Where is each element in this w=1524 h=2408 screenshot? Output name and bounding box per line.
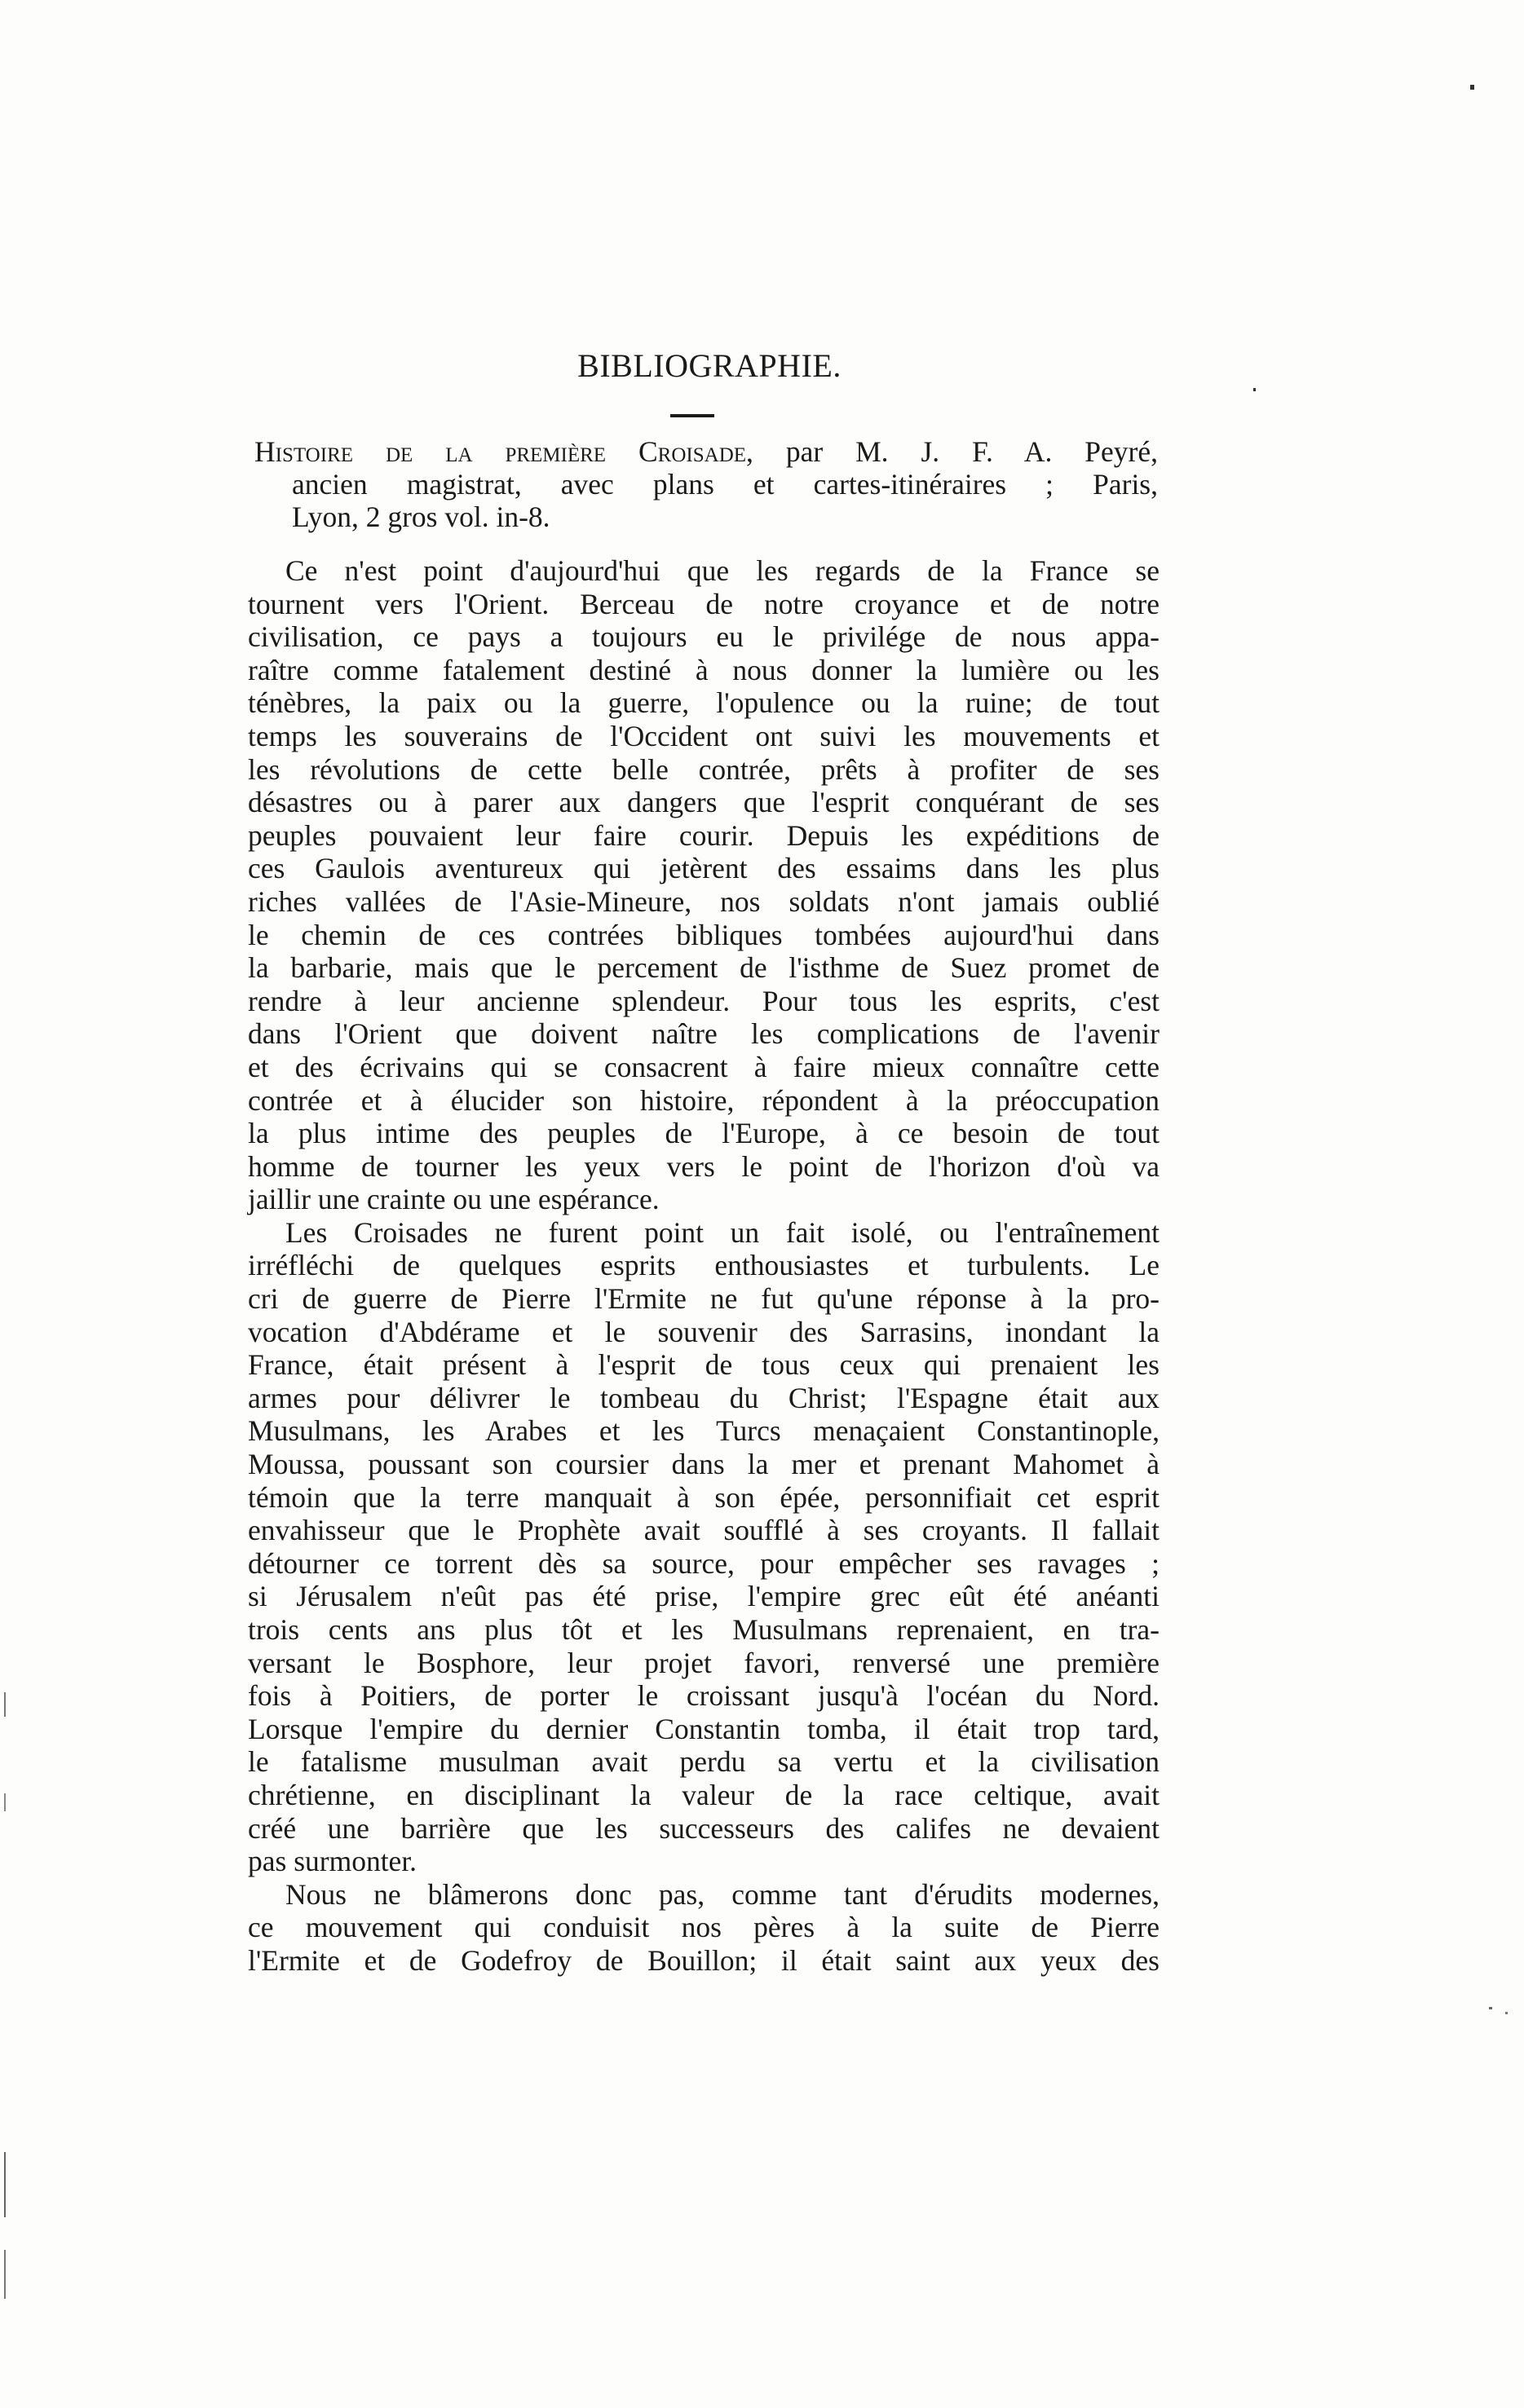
citation-line-2: ancien magistrat, avec plans et cartes-itinéraires ; Paris,	[292, 468, 1158, 501]
text-line: jaillir une crainte ou une espérance.	[248, 1183, 660, 1216]
text-line: versant le Bosphore, leur projet favori, renversé une première	[248, 1646, 1160, 1679]
text-line: fois à Poitiers, de porter le croissant jusqu'à l'océan du Nord.	[248, 1679, 1160, 1713]
text-line: la plus intime des peuples de l'Europe, à ce besoin de tout	[248, 1117, 1160, 1150]
text-line: si Jérusalem n'eût pas été prise, l'empire grec eût été anéanti	[248, 1580, 1160, 1613]
text-line: temps les souverains de l'Occident ont suivi les mouvements et	[248, 719, 1160, 752]
text-line: raître comme fatalement destiné à nous donner la lumière ou les	[248, 653, 1160, 686]
text-line: Nous ne blâmerons donc pas, comme tant d'érudits modernes,	[285, 1877, 1160, 1911]
text-line: la barbarie, mais que le percement de l'isthme de Suez promet de	[248, 951, 1160, 985]
text-line: ténèbres, la paix ou la guerre, l'opulence ou la ruine; de tout	[248, 686, 1160, 720]
text-line: Musulmans, les Arabes et les Turcs menaçaient Constantinople,	[248, 1414, 1160, 1448]
citation-line-3: Lyon, 2 gros vol. in-8.	[292, 501, 550, 533]
text-line: ce mouvement qui conduisit nos pères à la suite de Pierre	[248, 1911, 1160, 1944]
scan-mark	[1505, 2012, 1508, 2014]
text-line: le chemin de ces contrées bibliques tombées aujourd'hui dans	[248, 918, 1160, 951]
text-line: peuples pouvaient leur faire courir. Depuis les expéditions de	[248, 818, 1160, 852]
text-line: vocation d'Abdérame et le souvenir des Sarrasins, inondant la	[248, 1315, 1160, 1348]
scan-mark	[4, 2152, 6, 2217]
text-line: l'Ermite et de Godefroy de Bouillon; il était saint aux yeux des	[248, 1943, 1160, 1977]
text-line: dans l'Orient que doivent naître les complications de l'avenir	[248, 1017, 1160, 1051]
heading-rule	[670, 414, 714, 417]
text-line: désastres ou à parer aux dangers que l'esprit conquérant de ses	[248, 786, 1160, 819]
text-line: France, était présent à l'esprit de tous ceux qui prenaient les	[248, 1348, 1160, 1382]
paragraph-2	[248, 1216, 1160, 1878]
text-line: Moussa, poussant son coursier dans la mer et prenant Mahomet à	[248, 1448, 1160, 1481]
citation-entry	[254, 435, 1158, 533]
text-line: tournent vers l'Orient. Berceau de notre croyance et de notre	[248, 587, 1160, 620]
text-line: riches vallées de l'Asie-Mineure, nos soldats n'ont jamais oublié	[248, 884, 1160, 918]
text-line: chrétienne, en disciplinant la valeur de la race celtique, avait	[248, 1778, 1160, 1811]
text-line: les révolutions de cette belle contrée, prêts à profiter de ses	[248, 752, 1160, 786]
text-line: Les Croisades ne furent point un fait isolé, ou l'entraînement	[285, 1215, 1160, 1249]
scan-mark	[4, 1793, 6, 1811]
text-line: Lorsque l'empire du dernier Constantin tomba, il était trop tard,	[248, 1712, 1160, 1745]
text-line: Ce n'est point d'aujourd'hui que les regards de la France se	[285, 554, 1160, 587]
text-line: créé une barrière que les successeurs des califes ne devaient	[248, 1811, 1160, 1845]
scan-mark	[1470, 85, 1474, 90]
text-line: cri de guerre de Pierre l'Ermite ne fut qu'une réponse à la pro-	[248, 1282, 1160, 1316]
text-line: et des écrivains qui se consacrent à faire mieux connaître cette	[248, 1050, 1160, 1083]
text-line: contrée et à élucider son histoire, répondent à la préoccupation	[248, 1083, 1160, 1117]
text-line: irréfléchi de quelques esprits enthousiastes et turbulents. Le	[248, 1249, 1160, 1282]
text-line: ces Gaulois aventureux qui jetèrent des essaims dans les plus	[248, 852, 1160, 885]
text-line: armes pour délivrer le tombeau du Christ; l'Espagne était aux	[248, 1381, 1160, 1414]
citation-line-1	[254, 435, 1158, 468]
review-body	[248, 554, 1160, 1978]
text-line: témoin que la terre manquait à son épée, personnifiait cet esprit	[248, 1480, 1160, 1514]
scan-mark	[1253, 388, 1256, 391]
text-line: rendre à leur ancienne splendeur. Pour tous les esprits, c'est	[248, 984, 1160, 1017]
text-line: civilisation, ce pays a toujours eu le privilége de nous appa-	[248, 620, 1160, 654]
scan-mark	[4, 1692, 6, 1717]
text-line: le fatalisme musulman avait perdu sa vertu et la civilisation	[248, 1745, 1160, 1779]
scan-mark	[4, 2250, 6, 2299]
text-line: trois cents ans plus tôt et les Musulmans reprenaient, en tra-	[248, 1613, 1160, 1646]
paragraph-1	[248, 554, 1160, 1216]
page-heading: BIBLIOGRAPHIE.	[577, 347, 842, 384]
text-line: pas surmonter.	[248, 1845, 417, 1878]
text-line: homme de tourner les yeux vers le point de l'horizon d'où va	[248, 1149, 1160, 1183]
text-line: détourner ce torrent dès sa source, pour empêcher ses ravages ;	[248, 1546, 1160, 1580]
citation-author: , par M. J. F. A. Peyré,	[746, 435, 1158, 468]
text-line: envahisseur que le Prophète avait soufflé à ses croyants. Il fallait	[248, 1514, 1160, 1547]
citation-title: Histoire de la première Croisade	[254, 435, 747, 468]
scan-mark	[1489, 2007, 1492, 2009]
paragraph-3	[248, 1878, 1160, 1978]
